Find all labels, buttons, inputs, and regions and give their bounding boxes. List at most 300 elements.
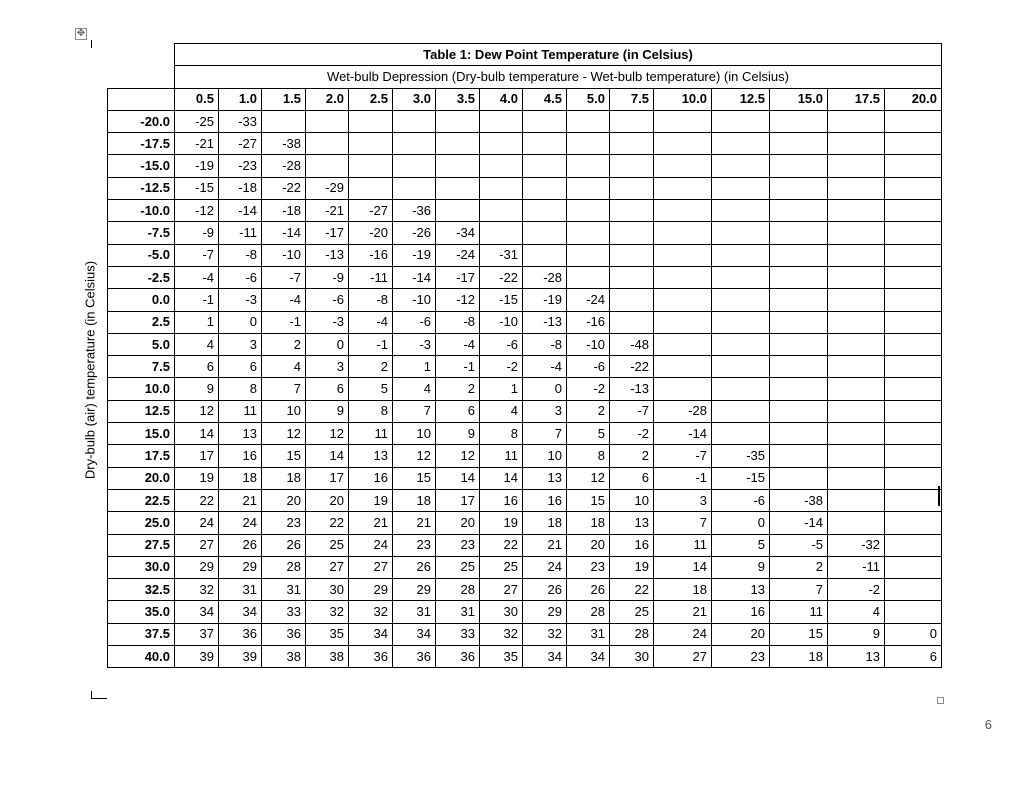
table-cell: -28 bbox=[523, 266, 567, 288]
corner-cell bbox=[108, 88, 175, 110]
table-cell: 33 bbox=[262, 601, 306, 623]
table-cell bbox=[436, 200, 480, 222]
table-cell: -6 bbox=[480, 333, 523, 355]
table-cell: 27 bbox=[306, 556, 349, 578]
table-cell: 17 bbox=[175, 445, 219, 467]
row-header: 22.5 bbox=[108, 489, 175, 511]
column-header-row bbox=[108, 88, 942, 110]
table-cell: 9 bbox=[175, 378, 219, 400]
table-cell: 8 bbox=[219, 378, 262, 400]
table-cell bbox=[393, 110, 436, 132]
table-cell: -6 bbox=[567, 356, 610, 378]
row-header: 20.0 bbox=[108, 467, 175, 489]
table-cell: 28 bbox=[567, 601, 610, 623]
title-row bbox=[108, 44, 942, 66]
table-cell: -8 bbox=[523, 333, 567, 355]
column-header: 4.0 bbox=[480, 88, 523, 110]
table-row bbox=[108, 534, 942, 556]
table-cell: 20 bbox=[306, 489, 349, 511]
table-cell: 31 bbox=[567, 623, 610, 645]
table-cell: -7 bbox=[654, 445, 712, 467]
table-cell: 3 bbox=[219, 333, 262, 355]
table-cell: 18 bbox=[262, 467, 306, 489]
table-cell: -12 bbox=[436, 289, 480, 311]
table-cell: -31 bbox=[480, 244, 523, 266]
table-row bbox=[108, 512, 942, 534]
row-header: 10.0 bbox=[108, 378, 175, 400]
table-cell bbox=[654, 177, 712, 199]
table-cell bbox=[349, 155, 393, 177]
table-cell bbox=[885, 400, 942, 422]
table-cell: 9 bbox=[828, 623, 885, 645]
table-cell: 0 bbox=[306, 333, 349, 355]
table-cell: 25 bbox=[306, 534, 349, 556]
table-cell: 19 bbox=[175, 467, 219, 489]
table-cell bbox=[523, 133, 567, 155]
table-cell: -6 bbox=[219, 266, 262, 288]
table-cell bbox=[567, 222, 610, 244]
table-cell bbox=[654, 378, 712, 400]
table-cell: 12 bbox=[306, 423, 349, 445]
table-cell: -1 bbox=[349, 333, 393, 355]
table-cell: 22 bbox=[610, 579, 654, 601]
dew-point-table bbox=[107, 43, 942, 668]
table-cell: 18 bbox=[219, 467, 262, 489]
table-cell: 10 bbox=[610, 489, 654, 511]
table-cell: 25 bbox=[610, 601, 654, 623]
table-cell bbox=[770, 289, 828, 311]
table-cell: -4 bbox=[349, 311, 393, 333]
table-cell bbox=[306, 110, 349, 132]
table-cell: -13 bbox=[306, 244, 349, 266]
table-cell: 31 bbox=[219, 579, 262, 601]
table-cell: 13 bbox=[219, 423, 262, 445]
table-cell: -16 bbox=[567, 311, 610, 333]
table-cell: 15 bbox=[567, 489, 610, 511]
table-cell: 28 bbox=[262, 556, 306, 578]
table-cell: 27 bbox=[480, 579, 523, 601]
table-cell bbox=[885, 311, 942, 333]
table-cell: -22 bbox=[610, 356, 654, 378]
table-cell bbox=[610, 110, 654, 132]
table-cell: 19 bbox=[610, 556, 654, 578]
table-cell: 31 bbox=[393, 601, 436, 623]
table-cell: -6 bbox=[306, 289, 349, 311]
table-cell: 6 bbox=[610, 467, 654, 489]
table-cell: 16 bbox=[523, 489, 567, 511]
table-cell bbox=[770, 200, 828, 222]
table-cell: 8 bbox=[480, 423, 523, 445]
table-cell bbox=[349, 177, 393, 199]
table-cell: 5 bbox=[349, 378, 393, 400]
table-row bbox=[108, 200, 942, 222]
table-cell bbox=[828, 266, 885, 288]
row-header: 7.5 bbox=[108, 356, 175, 378]
table-cell: 26 bbox=[523, 579, 567, 601]
table-cell: -34 bbox=[436, 222, 480, 244]
table-cell bbox=[828, 356, 885, 378]
table-cell: -7 bbox=[262, 266, 306, 288]
column-header: 5.0 bbox=[567, 88, 610, 110]
table-cell: -13 bbox=[523, 311, 567, 333]
table-cell: 12 bbox=[567, 467, 610, 489]
table-cell: 33 bbox=[436, 623, 480, 645]
table-cell bbox=[567, 266, 610, 288]
table-cell: 2 bbox=[436, 378, 480, 400]
table-cell: 30 bbox=[306, 579, 349, 601]
table-cell bbox=[712, 110, 770, 132]
table-cell bbox=[885, 489, 942, 511]
table-cell: -38 bbox=[770, 489, 828, 511]
table-cell: 12 bbox=[262, 423, 306, 445]
table-cell: 0 bbox=[712, 512, 770, 534]
table-cell bbox=[770, 378, 828, 400]
table-cell bbox=[828, 177, 885, 199]
table-row bbox=[108, 646, 942, 668]
table-cell: 11 bbox=[770, 601, 828, 623]
table-cell: 23 bbox=[262, 512, 306, 534]
table-cell: -2 bbox=[828, 579, 885, 601]
column-header: 1.0 bbox=[219, 88, 262, 110]
column-header: 10.0 bbox=[654, 88, 712, 110]
table-cell: -2 bbox=[567, 378, 610, 400]
table-cell: 9 bbox=[306, 400, 349, 422]
table-cell bbox=[480, 110, 523, 132]
table-cell: 18 bbox=[393, 489, 436, 511]
table-cell: -21 bbox=[175, 133, 219, 155]
table-cell bbox=[436, 133, 480, 155]
table-cell: 24 bbox=[349, 534, 393, 556]
table-cell bbox=[262, 110, 306, 132]
column-header: 7.5 bbox=[610, 88, 654, 110]
table-cell bbox=[393, 177, 436, 199]
page-number: 6 bbox=[984, 717, 992, 732]
table-row bbox=[108, 333, 942, 355]
table-cell: -33 bbox=[219, 110, 262, 132]
table-cell bbox=[436, 177, 480, 199]
table-row bbox=[108, 266, 942, 288]
table-cell bbox=[885, 177, 942, 199]
column-header: 17.5 bbox=[828, 88, 885, 110]
table-cell: -20 bbox=[349, 222, 393, 244]
row-header: 40.0 bbox=[108, 646, 175, 668]
table-cell bbox=[770, 467, 828, 489]
table-cell: 10 bbox=[393, 423, 436, 445]
table-cell: 24 bbox=[523, 556, 567, 578]
table-cell: 32 bbox=[175, 579, 219, 601]
row-header: 17.5 bbox=[108, 445, 175, 467]
table-cell bbox=[306, 155, 349, 177]
table-row bbox=[108, 222, 942, 244]
table-cell bbox=[828, 333, 885, 355]
table-cell: -13 bbox=[610, 378, 654, 400]
table-cell bbox=[567, 200, 610, 222]
table-cell: 10 bbox=[262, 400, 306, 422]
table-cell: -14 bbox=[770, 512, 828, 534]
table-cell: -21 bbox=[306, 200, 349, 222]
table-cell bbox=[567, 110, 610, 132]
table-cell: 19 bbox=[349, 489, 393, 511]
table-cell bbox=[885, 200, 942, 222]
table-cell: 2 bbox=[567, 400, 610, 422]
table-cell bbox=[523, 110, 567, 132]
table-cell bbox=[828, 200, 885, 222]
table-cell bbox=[654, 200, 712, 222]
table-cell bbox=[393, 155, 436, 177]
table-row bbox=[108, 155, 942, 177]
table-cell: 21 bbox=[349, 512, 393, 534]
table-cell: 6 bbox=[885, 646, 942, 668]
table-cell: -9 bbox=[306, 266, 349, 288]
table-cell: 39 bbox=[175, 646, 219, 668]
table-cell bbox=[480, 200, 523, 222]
table-cell: -15 bbox=[175, 177, 219, 199]
table-cell: 12 bbox=[436, 445, 480, 467]
column-header: 12.5 bbox=[712, 88, 770, 110]
table-cell bbox=[828, 378, 885, 400]
table-cell bbox=[712, 200, 770, 222]
row-header: 32.5 bbox=[108, 579, 175, 601]
table-cell: 32 bbox=[523, 623, 567, 645]
table-cell: 36 bbox=[219, 623, 262, 645]
table-cell: 6 bbox=[306, 378, 349, 400]
column-header: 2.5 bbox=[349, 88, 393, 110]
table-cell: 27 bbox=[654, 646, 712, 668]
table-cell: -22 bbox=[262, 177, 306, 199]
table-cell: 6 bbox=[219, 356, 262, 378]
table-cell bbox=[712, 177, 770, 199]
table-cell bbox=[828, 244, 885, 266]
table-cell: 14 bbox=[480, 467, 523, 489]
table-cell: 39 bbox=[219, 646, 262, 668]
table-cell: 7 bbox=[262, 378, 306, 400]
table-cell bbox=[885, 378, 942, 400]
table-cell: 30 bbox=[610, 646, 654, 668]
table-cell: 0 bbox=[219, 311, 262, 333]
table-row bbox=[108, 133, 942, 155]
table-cell bbox=[885, 356, 942, 378]
table-cell: 34 bbox=[349, 623, 393, 645]
table-row bbox=[108, 489, 942, 511]
table-cell bbox=[712, 155, 770, 177]
table-cell: -25 bbox=[175, 110, 219, 132]
table-cell bbox=[610, 266, 654, 288]
table-cell: 36 bbox=[393, 646, 436, 668]
table-row bbox=[108, 110, 942, 132]
table-cell: -27 bbox=[349, 200, 393, 222]
table-cell: -18 bbox=[262, 200, 306, 222]
table-row bbox=[108, 311, 942, 333]
table-cell: -32 bbox=[828, 534, 885, 556]
table-cell bbox=[770, 222, 828, 244]
table-cell bbox=[523, 222, 567, 244]
table-cell: -5 bbox=[770, 534, 828, 556]
table-cell bbox=[770, 311, 828, 333]
table-cell bbox=[828, 489, 885, 511]
table-cell: 17 bbox=[436, 489, 480, 511]
table-cell bbox=[885, 445, 942, 467]
table-cell: 6 bbox=[436, 400, 480, 422]
row-header: 27.5 bbox=[108, 534, 175, 556]
table-cell bbox=[654, 333, 712, 355]
table-cell: 35 bbox=[306, 623, 349, 645]
table-cell: -10 bbox=[480, 311, 523, 333]
table-cell: 22 bbox=[480, 534, 523, 556]
table-cell: 19 bbox=[480, 512, 523, 534]
table-cell bbox=[567, 155, 610, 177]
table-cell bbox=[828, 467, 885, 489]
table-cell: 4 bbox=[175, 333, 219, 355]
table-row bbox=[108, 289, 942, 311]
table-cell bbox=[610, 222, 654, 244]
column-header: 1.5 bbox=[262, 88, 306, 110]
table-cell bbox=[712, 356, 770, 378]
table-cell: 4 bbox=[393, 378, 436, 400]
table-cell bbox=[349, 110, 393, 132]
table-cell: -28 bbox=[654, 400, 712, 422]
table-cell: -6 bbox=[393, 311, 436, 333]
table-cell: -19 bbox=[523, 289, 567, 311]
table-cell: -15 bbox=[480, 289, 523, 311]
table-cell: -35 bbox=[712, 445, 770, 467]
table-cell: 9 bbox=[712, 556, 770, 578]
table-cell bbox=[828, 400, 885, 422]
table-cell bbox=[610, 289, 654, 311]
table-cell bbox=[523, 177, 567, 199]
row-header: 5.0 bbox=[108, 333, 175, 355]
table-cell: 5 bbox=[712, 534, 770, 556]
table-cell: 32 bbox=[480, 623, 523, 645]
table-cell: 1 bbox=[393, 356, 436, 378]
table-row bbox=[108, 445, 942, 467]
table-cell: 34 bbox=[393, 623, 436, 645]
table-cell: 21 bbox=[654, 601, 712, 623]
table-cell bbox=[654, 289, 712, 311]
table-cell: -3 bbox=[219, 289, 262, 311]
table-cell bbox=[610, 200, 654, 222]
table-cell: 13 bbox=[712, 579, 770, 601]
column-header: 0.5 bbox=[175, 88, 219, 110]
table-cell bbox=[712, 378, 770, 400]
table-cell: 20 bbox=[712, 623, 770, 645]
table-cell: -14 bbox=[262, 222, 306, 244]
table-cell bbox=[885, 133, 942, 155]
table-cell: 5 bbox=[567, 423, 610, 445]
table-cell: -27 bbox=[219, 133, 262, 155]
table-cell bbox=[828, 110, 885, 132]
row-header: -20.0 bbox=[108, 110, 175, 132]
table-cell: -9 bbox=[175, 222, 219, 244]
table-cell bbox=[567, 244, 610, 266]
table-cell: -15 bbox=[712, 467, 770, 489]
table-cell: 18 bbox=[654, 579, 712, 601]
table-cell bbox=[885, 266, 942, 288]
table-cell bbox=[770, 133, 828, 155]
table-cell: 7 bbox=[523, 423, 567, 445]
column-header: 3.5 bbox=[436, 88, 480, 110]
table-cell bbox=[770, 333, 828, 355]
table-cell: 22 bbox=[175, 489, 219, 511]
table-cell: -10 bbox=[567, 333, 610, 355]
table-cell: 34 bbox=[523, 646, 567, 668]
table-cell: 14 bbox=[436, 467, 480, 489]
table-cell: 20 bbox=[567, 534, 610, 556]
table-cell: 26 bbox=[393, 556, 436, 578]
table-cell bbox=[885, 467, 942, 489]
table-cell: 1 bbox=[175, 311, 219, 333]
table-cell: 36 bbox=[262, 623, 306, 645]
table-cell bbox=[349, 133, 393, 155]
table-corner-mark bbox=[91, 698, 107, 699]
table-cell: 7 bbox=[654, 512, 712, 534]
table-cell: -19 bbox=[393, 244, 436, 266]
table-cell: 34 bbox=[567, 646, 610, 668]
table-cell: 11 bbox=[480, 445, 523, 467]
table-cell: -11 bbox=[219, 222, 262, 244]
table-cell bbox=[885, 512, 942, 534]
table-cell: -4 bbox=[523, 356, 567, 378]
table-cell: -4 bbox=[262, 289, 306, 311]
table-cell: -7 bbox=[610, 400, 654, 422]
table-row bbox=[108, 601, 942, 623]
table-row bbox=[108, 579, 942, 601]
table-row bbox=[108, 467, 942, 489]
table-cell: -8 bbox=[436, 311, 480, 333]
table-cell: 21 bbox=[523, 534, 567, 556]
table-cell bbox=[610, 133, 654, 155]
table-resize-handle-icon[interactable] bbox=[937, 697, 944, 704]
table-cell bbox=[770, 266, 828, 288]
table-cell: -10 bbox=[262, 244, 306, 266]
table-cell: 34 bbox=[175, 601, 219, 623]
table-cell: 24 bbox=[219, 512, 262, 534]
table-cell: 14 bbox=[654, 556, 712, 578]
table-cell: 31 bbox=[436, 601, 480, 623]
table-cell: -24 bbox=[436, 244, 480, 266]
table-cell bbox=[770, 244, 828, 266]
table-cell bbox=[393, 133, 436, 155]
table-cell: 36 bbox=[349, 646, 393, 668]
table-cell: 4 bbox=[828, 601, 885, 623]
table-cell bbox=[828, 289, 885, 311]
table-cell: 2 bbox=[610, 445, 654, 467]
table-cell bbox=[436, 155, 480, 177]
table-cell bbox=[712, 133, 770, 155]
table-cell bbox=[480, 222, 523, 244]
table-cell bbox=[654, 266, 712, 288]
table-cell bbox=[885, 222, 942, 244]
table-cell bbox=[306, 133, 349, 155]
table-cell: 31 bbox=[262, 579, 306, 601]
table-cell bbox=[712, 333, 770, 355]
row-header: 35.0 bbox=[108, 601, 175, 623]
table-cell: 24 bbox=[654, 623, 712, 645]
table-cell bbox=[567, 177, 610, 199]
table-cell: -14 bbox=[219, 200, 262, 222]
table-cell bbox=[770, 155, 828, 177]
table-cell: 11 bbox=[654, 534, 712, 556]
table-cell: 2 bbox=[262, 333, 306, 355]
table-row bbox=[108, 378, 942, 400]
subtitle-row bbox=[108, 66, 942, 88]
table-cell: 17 bbox=[306, 467, 349, 489]
table-cell bbox=[885, 244, 942, 266]
table-cell bbox=[885, 110, 942, 132]
table-move-handle-icon[interactable]: ✥ bbox=[76, 28, 86, 39]
blank-corner-cell bbox=[108, 66, 175, 88]
table-cell: 38 bbox=[262, 646, 306, 668]
table-cell: -11 bbox=[828, 556, 885, 578]
